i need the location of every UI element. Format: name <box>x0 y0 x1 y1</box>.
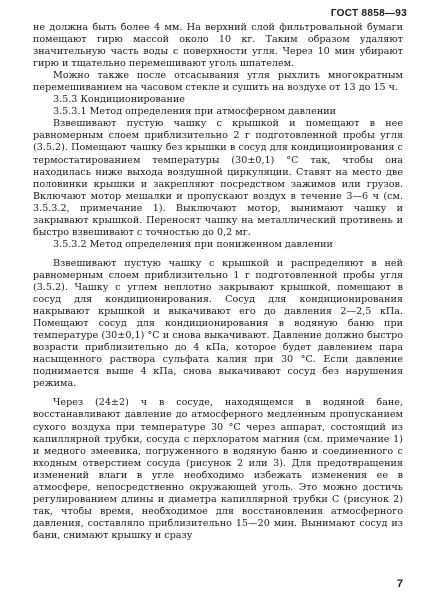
subsection-heading: 3.5.3.2 Метод определения при пониженном давлении <box>53 238 333 250</box>
paragraph: не должна быть более 4 мм. На верхний слой фильтровальной бумаги помещают гирю массой около 10 кг. Таким образом удаляют значительную часть воды с поверхности угля. Через 10 мин убирают гирю и тщательно перемешивают уголь шпателем. <box>33 22 403 70</box>
body-text <box>33 22 403 542</box>
section-heading: 3.5.3 Кондиционирование <box>53 94 185 106</box>
paragraph: Взвешивают пустую чашку с крышкой и распределяют в ней равномерным слоем приблизительно 1 г подготовленной пробы угля (3.5.2). Чашку с углем неплотно закрывают крышкой, помещают в сосуд для кондиционирования. Сосуд для кондиционирования накрывают крышкой и выкачивают его до давления 2—2,5 кПа. Помещают сосуд для кондиционирования в водяную баню при температуре (30±0,1) °С и снова выкачивают. Давление должно быстро возрасти приблизительно до 4 кПа, которое будет давлением пара насыщенного раствора сульфата калия при 30 °С. Если давление поднимается выше 4 кПа, снова выкачивают сосуд без нарушения режима. <box>33 257 403 390</box>
page-number: 7 <box>396 578 403 590</box>
standard-number: ГОСТ 8858—93 <box>330 8 407 19</box>
subsection-heading: 3.5.3.1 Метод определения при атмосферном давлении <box>53 106 337 118</box>
paragraph: Можно также после отсасывания угля рыхлить многократным перемешиванием на часовом стекле и сушить на воздухе от 13 до 15 ч. <box>33 70 403 94</box>
paragraph: Взвешивают пустую чашку с крышкой и помещают в нее равномерным слоем приблизительно 2 г подготовленной пробы угля (3.5.2). Помещают чашку без крышки в сосуд для кондиционирования с термостатированием температуры (30±0,1) °С так, чтобы она находилась ниже выхода воздушной циркуляции. Ставят на место две половинки крышки и закрепляют посредством зажимов или грузов. Включают мотор мешалки и пропускают воздух в течение 3—6 ч (см. 3.5.3.2, примечание 1). Выключают мотор, вынимают чашку и закрывают крышкой. Переносят чашку на металлический противень и быстро взвешивают с точностью до 0,2 мг. <box>33 118 403 238</box>
paragraph: Через (24±2) ч в сосуде, находящемся в водяной бане, восстанавливают давление до атмосферного медленным пропусканием сухого воздуха при температуре 30 °С через аппарат, состоящий из капиллярной трубки, сосуда с перхлоратом магния (см. примечание 1) и медного змеевика, погруженного в водяную баню и соединенного с входным отверстием сосуда (рисунок 2 или 3). Для предотвращения изменений влаги в угле необходимо избежать изменения ее в атмосфере, непосредственно окружающей уголь. Это можно достичь регулированием длины и диаметра капиллярной трубки С (рисунок 2) так, чтобы время, необходимое для восстановления атмосферного давления, составляло приблизительно 15—20 мин. Вынимают сосуд из бани, снимают крышку и сразу <box>33 397 403 541</box>
